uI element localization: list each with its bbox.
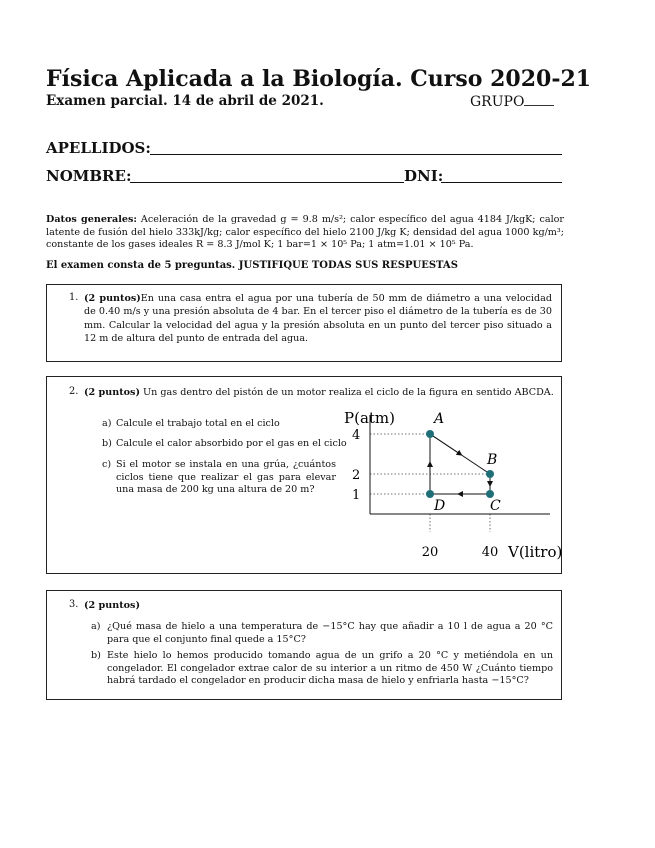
question-3-item-b xyxy=(91,650,553,690)
question-1-body xyxy=(84,292,552,345)
general-data-label: Datos generales: xyxy=(46,214,137,225)
question-3-item-b-label: b) xyxy=(91,650,101,661)
y-tick-label: 4 xyxy=(352,428,361,443)
general-data-text: Aceleración de la gravedad g = 9.8 m/s²; calor específico del agua 4184 J/kgK; calor latente de fusión del hielo 333kJ/kg; calor específico del hielo 2100 J/kg K; densidad del agua 1000 kg/m³; constante de los gases ideales R = 8.3 J/mol K; 1 bar=1 × 10⁵ Pa; 1 atm=1.01 × 10⁵ Pa. xyxy=(46,214,564,251)
question-1-points: (2 puntos) xyxy=(84,293,141,304)
question-3-body xyxy=(84,599,284,612)
point-label-B: B xyxy=(487,452,498,468)
grupo-label: GRUPO xyxy=(470,94,525,110)
cycle-point-A xyxy=(426,430,434,438)
question-2-item-b-text: Calcule el calor absorbido por el gas en el ciclo xyxy=(116,438,347,449)
y-tick-label: 2 xyxy=(352,468,361,483)
cycle-arrow-AB xyxy=(430,434,460,454)
question-2-item-a xyxy=(102,418,340,432)
question-2-points: (2 puntos) xyxy=(84,387,140,398)
x-tick-label: 40 xyxy=(481,545,499,560)
page-title: Física Aplicada a la Biología. Curso 2020-21 xyxy=(46,66,592,92)
general-data xyxy=(46,214,564,252)
y-axis-label: P(atm) xyxy=(344,409,395,427)
question-2-item-c-text: Si el motor se instala en una grúa, ¿cuántos ciclos tiene que realizar el gas para elevar una masa de 200 kg una altura de 20 m? xyxy=(116,459,336,496)
exam-subtitle: Examen parcial. 14 de abril de 2021. xyxy=(46,93,324,109)
question-3-points: (2 puntos) xyxy=(84,600,140,611)
question-3-item-a-label: a) xyxy=(91,621,101,632)
point-label-C: C xyxy=(490,498,501,514)
question-2-text: Un gas dentro del pistón de un motor realiza el ciclo de la figura en sentido ABCDA. xyxy=(143,387,554,398)
exam-instructions: El examen consta de 5 preguntas. JUSTIFIQUE TODAS SUS RESPUESTAS xyxy=(46,260,458,271)
y-tick-label: 1 xyxy=(352,488,361,503)
grupo-field xyxy=(470,93,554,110)
question-1-number: 1. xyxy=(69,292,79,303)
nombre-line xyxy=(130,182,404,183)
question-2-item-c-label: c) xyxy=(102,459,112,470)
question-2-number: 2. xyxy=(69,386,79,397)
cycle-point-D xyxy=(426,490,434,498)
question-2-item-a-text: Calcule el trabajo total en el ciclo xyxy=(116,418,280,429)
question-3-item-b-text: Este hielo lo hemos producido tomando agua de un grifo a 20 °C y metiéndola en un congelador. El congelador extrae calor de su interior a un ritmo de 450 W ¿Cuánto tiempo habrá tardado el congelador en producir dicha masa de hielo y enfriarla hasta −15°C? xyxy=(107,650,553,687)
cycle-point-B xyxy=(486,470,494,478)
question-3-item-a-text: ¿Qué masa de hielo a una temperatura de −15°C hay que añadir a 10 l de agua a 20 °C para que el conjunto final quede a 15°C? xyxy=(107,621,553,645)
question-3-number: 3. xyxy=(69,599,79,610)
apellidos-line xyxy=(150,154,562,155)
x-tick-label: 20 xyxy=(421,545,439,560)
dni-line xyxy=(441,182,562,183)
cycle-point-C xyxy=(486,490,494,498)
grupo-blank-line xyxy=(524,93,554,106)
question-2-body xyxy=(84,386,554,399)
apellidos-label: APELLIDOS: xyxy=(46,139,151,157)
pv-cycle-chart xyxy=(330,402,562,572)
point-label-A: A xyxy=(434,411,445,427)
question-2-item-b-label: b) xyxy=(102,438,112,449)
question-2-item-b xyxy=(102,438,347,452)
question-2-item-c xyxy=(102,459,340,499)
question-1-text: En una casa entra el agua por una tubería de 50 mm de diámetro a una velocidad de 0.40 m/s y una presión absoluta de 4 bar. En el tercer piso el diámetro de la tubería es de 30 mm. Calcular la velocidad del agua y la presión absoluta en un punto del tercer piso situado a 12 m de altura del punto de entrada del agua. xyxy=(84,293,553,344)
x-axis-label: V(litro) xyxy=(508,543,562,561)
nombre-label: NOMBRE: xyxy=(46,167,132,185)
point-label-D: D xyxy=(434,498,446,514)
question-2-item-a-label: a) xyxy=(102,418,112,429)
question-3-item-a xyxy=(91,621,553,647)
dni-label: DNI: xyxy=(404,167,444,185)
